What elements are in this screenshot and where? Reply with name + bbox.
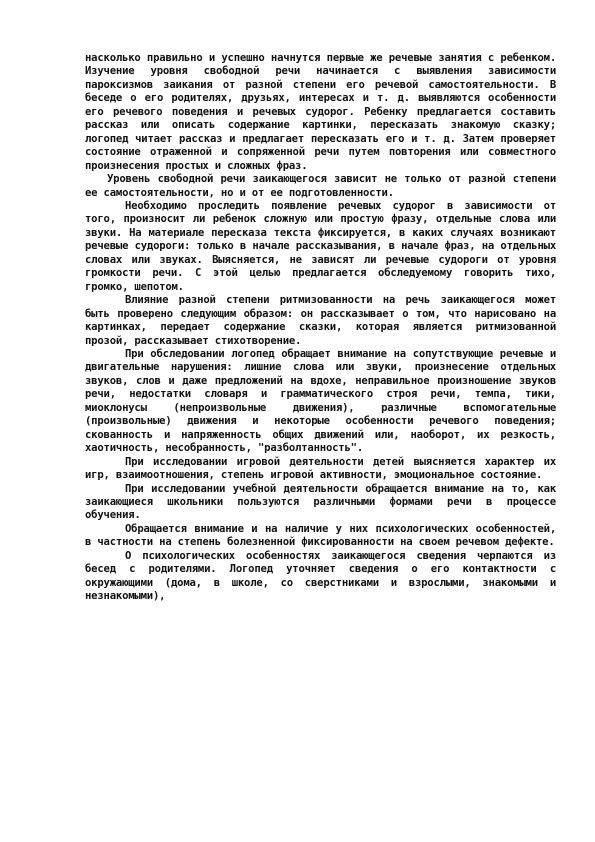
paragraph-parents-conversation: О психологических особенностях заикающегося сведения черпаются из бесед с родителями. Логопед уточняет сведения о его контактности с окружающими (дома, в школе, со сверстниками и взрослыми, знакомыми и незнакомыми), xyxy=(85,549,556,603)
document-body xyxy=(85,52,556,604)
paragraph-speech-spasms: Необходимо проследить появление речевых судорог в зависимости от того, произносит ли ребенок сложную или простую фразу, отдельные слова или звуки. На материале пересказа текста фиксируется, в каких случаях возникают речевые судороги: только в начале рассказывания, в начале фраз, на отдельных словах или звуках. Выясняется, не зависят ли речевые судороги от уровня громкости речи. С этой целью предлагается обследуемому говорить тихо, громко, шепотом. xyxy=(85,199,556,293)
paragraph-learning-activity: При исследовании учебной деятельности обращается внимание на то, как заикающиеся школьники пользуются различными формами речи в процессе обучения. xyxy=(85,482,556,522)
paragraph-examination: При обследовании логопед обращает внимание на сопутствующие речевые и двигательные нарушения: лишние слова или звуки, произнесение отдельных звуков, слов и даже предложений на вдохе, неправильное произношение звуков речи, недостатки словаря и грамматического строя речи, темпа, тики, миоклонусы (непроизвольные движения), различные вспомогательные (произвольные) движения и некоторые особенности речевого поведения; скованность и напряженность общих движений или, наоборот, их резкость, хаотичность, несобранность, "разболтанность". xyxy=(85,347,556,455)
paragraph-continuation: насколько правильно и успешно начнутся первые же речевые занятия с ребенком. Изучение уровня свободной речи начинается с выявления зависимости пароксизмов заикания от разной степени его речевой самостоятельности. В беседе о его родителях, друзьях, интересах и т. д. выявляются особенности его речевого поведения и речевых судорог. Ребенку предлагается составить рассказ или описать содержание картинки, пересказать знакомую сказку; логопед читает рассказ и предлагает пересказать его и т. д. Затем проверяет состояние отраженной и сопряженной речи путем повторения или совместного произнесения простых и сложных фраз. xyxy=(85,52,556,172)
paragraph-free-speech-level: Уровень свободной речи заикающегося зависит не только от разной степени ее самостоятельности, но и от ее подготовленности. xyxy=(85,173,556,199)
paragraph-rhythm-influence: Влияние разной степени ритмизованности на речь заикающегося может быть проверено следующим образом: он рассказывает о том, что нарисовано на картинках, передает содержание сказки, которая является ритмизованной прозой, рассказывает стихотворение. xyxy=(85,294,556,347)
paragraph-play-activity: При исследовании игровой деятельности детей выясняется характер их игр, взаимоотношения, степень игровой активности, эмоциональное состояние. xyxy=(85,455,556,482)
paragraph-psychological-features: Обращается внимание и на наличие у них психологических особенностей, в частности на степень болезненной фиксированности на своем речевом дефекте. xyxy=(85,522,556,549)
